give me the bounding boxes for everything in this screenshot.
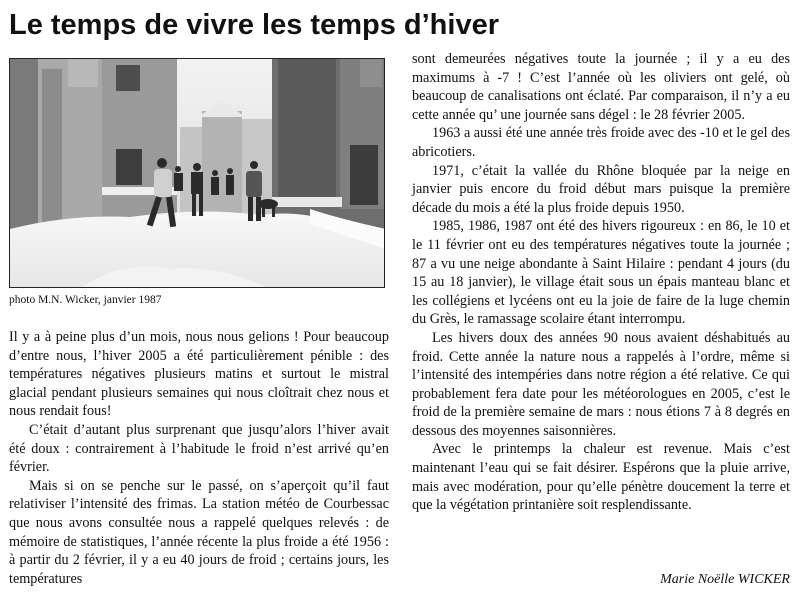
paragraph: sont demeurées négatives toute la journée ; il y a eu des maximums à -7 ! C’est l’année où les oliviers ont gelé, où beaucoup de canalisations ont éclaté. Par comparaison, il n’y a eu cette année qu’ une journée sans dégel : le 28 février 2005. (412, 51, 790, 123)
paragraph: 1971, c’était la vallée du Rhône bloquée par la neige en janvier puis encore du froid début mars puisque la première décade du mois a été la plus froide depuis 1950. (412, 162, 790, 216)
article-column-left (9, 328, 389, 588)
article-column-right (412, 50, 790, 515)
paragraph: Avec le printemps la chaleur est revenue. Mais c’est maintenant l’eau qui se fait désirer. Espérons que la pluie arrive, mais avec modération, pour qu’elle pénètre doucement la terre et que la végétation printanière soit resplendissante. (412, 441, 790, 514)
article-title: Le temps de vivre les temps d’hiver (9, 9, 499, 41)
paragraph: Les hivers doux des années 90 nous avaient déshabitués au froid. Cette année la nature nous a rappelés à l’ordre, même si l’intensité des intempéries dans notre région a été relative. Ce qui probablement fera date pour les météorologues en 2005, c’est le froid de la première semaine de mars : nous étions 7 à 8 degrés en dessous des moyennes saisonnières. (412, 329, 790, 439)
paragraph: 1985, 1986, 1987 ont été des hivers rigoureux : en 86, le 10 et le 11 février ont eu des températures négatives toute la journée ; 87 a vu une neige abondante à Saint Hilaire : pendant 4 jours (du 15 au 18 janvier), le village était sous un épais manteau blanc et les collégiens et lycéens ont eu la joie de faire de la luge chemin du Grès, le ramassage scolaire étant interrompu. (412, 218, 790, 328)
snow-village-photo (9, 58, 385, 288)
paragraph: Mais si on se penche sur le passé, on s’aperçoit qu’il faut relativiser l’intensité des frimas. La station météo de Courbessac que nous avons consultée nous a rappelé quelques relevés : de mémoire de statistiques, l’année récente la plus froide a été 1956 : à partir du 2 février, il y a eu 40 jours de froid ; certains jours, les températures (9, 477, 389, 587)
paragraph: 1963 a aussi été une année très froide avec des -10 et le gel des abricotiers. (412, 125, 790, 160)
paragraph: Il y a à peine plus d’un mois, nous nous gelions ! Pour beaucoup d’entre nous, l’hiver 2005 a été particulièrement pénible : des températures négatives plusieurs matins et surtout le mistral glacial pendant plusieurs semaines qui nous cloîtrait chez nous et nous rendait fous! (9, 329, 389, 420)
paragraph: C’était d’autant plus surprenant que jusqu’alors l’hiver avait été doux : contrairement à l’habitude le froid n’est arrivé qu’en février. (9, 421, 389, 476)
author-signature: Marie Noëlle WICKER (660, 572, 790, 587)
photo-caption: photo M.N. Wicker, janvier 1987 (9, 294, 162, 306)
